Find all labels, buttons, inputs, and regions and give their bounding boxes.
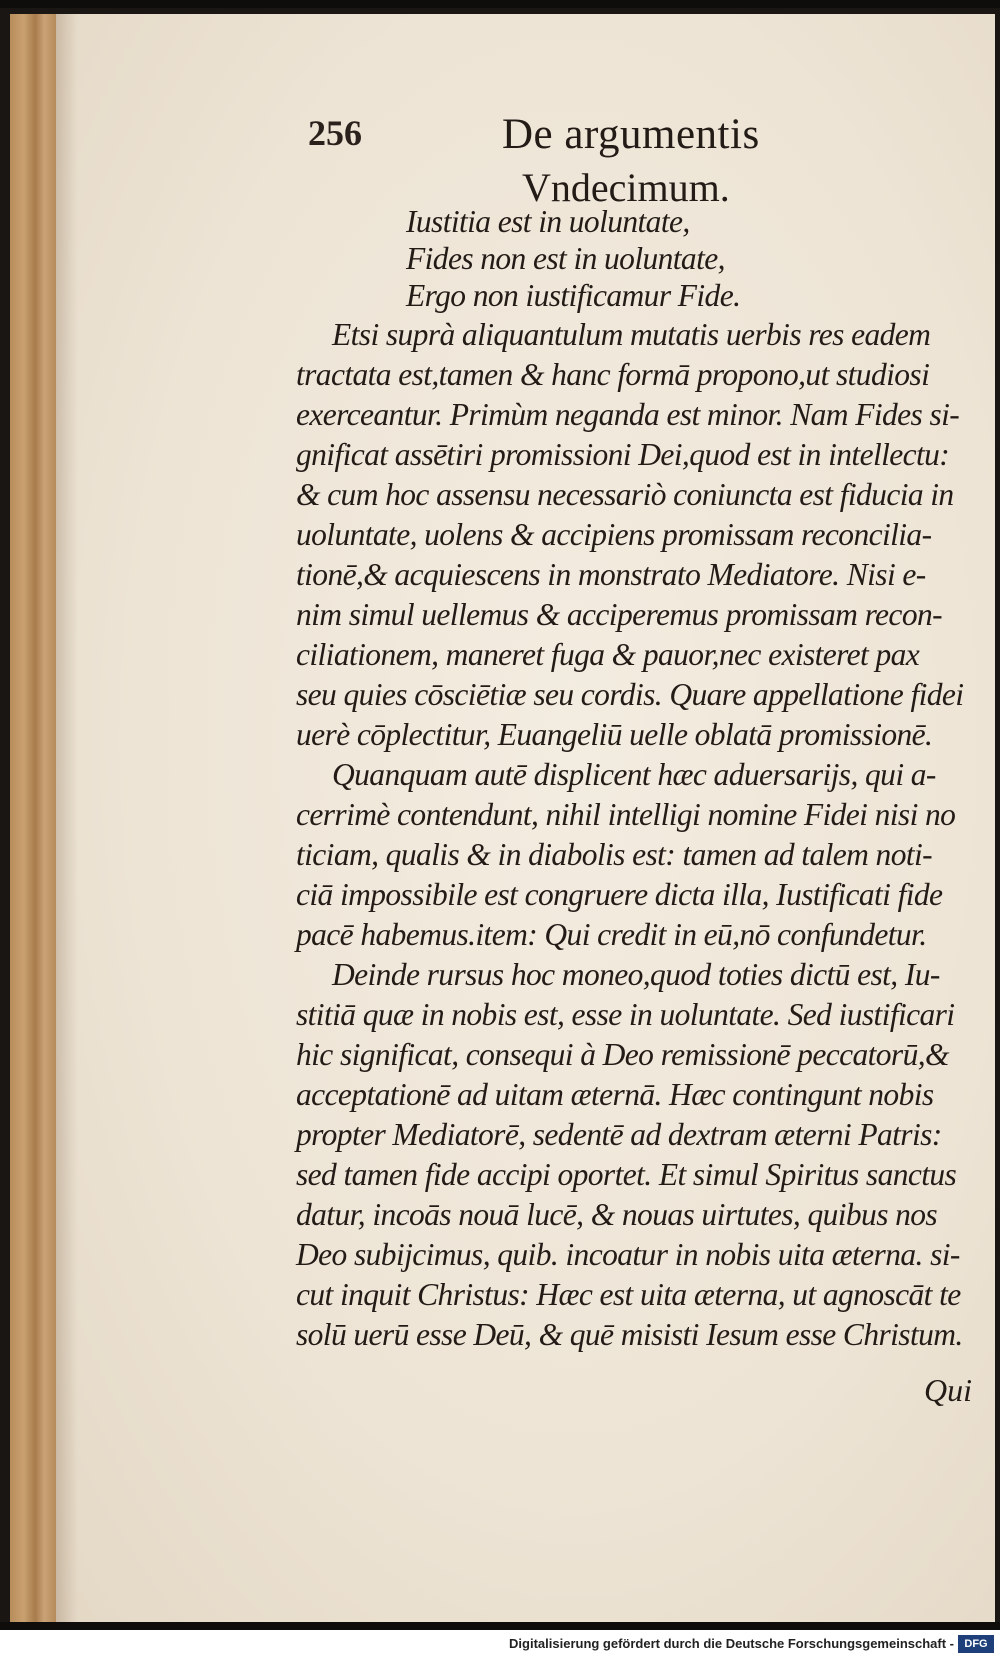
text-line: cerrimè contendunt, nihil intelligi nomine Fidei nisi no: [296, 797, 956, 832]
footer-bar: [0, 1630, 1000, 1660]
syllogism-line: Fides non est in uoluntate,: [406, 241, 725, 276]
catchword: Qui: [924, 1372, 972, 1408]
text-line: datur, incoās nouā lucē, & nouas uirtutes, quibus nos: [296, 1197, 938, 1232]
text-line: seu quies cōsciētiæ seu cordis. Quare appellatione fidei: [296, 677, 964, 712]
text-line: ticiam, qualis & in diabolis est: tamen ad talem noti-: [296, 837, 933, 872]
text-line: ciliationem, maneret fuga & pauor,nec existeret pax: [296, 637, 920, 672]
text-line: cut inquit Christus: Hæc est uita æterna, ut agnoscāt te: [296, 1277, 961, 1312]
funding-credit: Digitalisierung gefördert durch die Deutsche Forschungsgemeinschaft -: [509, 1636, 954, 1651]
text-line: ciā impossibile est congruere dicta illa, Iustificati fide: [296, 877, 943, 912]
text-line: acceptationē ad uitam æternā. Hæc contingunt nobis: [296, 1077, 934, 1112]
text-line: Deo subijcimus, quib. incoatur in nobis uita æterna. si-: [296, 1237, 960, 1272]
text-line: exerceantur. Primùm neganda est minor. Nam Fides si-: [296, 397, 960, 432]
text-line: tractata est,tamen & hanc formā propono,ut studiosi: [296, 357, 930, 392]
text-line: hic significat, consequi à Deo remissionē peccatorū,&: [296, 1037, 949, 1072]
book-page: [56, 14, 995, 1622]
text-line: tionē,& acquiescens in monstrato Mediatore. Nisi e-: [296, 557, 926, 592]
text-line: gnificat assētiri promissioni Dei,quod est in intellectu:: [296, 437, 950, 472]
syllogism-line: Ergo non iustificamur Fide.: [406, 278, 741, 313]
text-line: Quanquam autē displicent hæc aduersarijs, qui a-: [332, 757, 936, 792]
text-line: solū uerū esse Deū, & quē misisti Iesum esse Christum.: [296, 1317, 963, 1352]
text-line: propter Mediatorē, sedentē ad dextram æterni Patris:: [296, 1117, 942, 1152]
syllogism-line: Iustitia est in uoluntate,: [406, 204, 690, 239]
text-line: sed tamen fide accipi oportet. Et simul Spiritus sanctus: [296, 1157, 957, 1192]
text-line: & cum hoc assensu necessariò coniuncta est fiducia in: [296, 477, 954, 512]
running-header: De argumentis: [502, 111, 760, 158]
text-line: Etsi suprà aliquantulum mutatis uerbis res eadem: [332, 317, 931, 352]
text-line: stitiā quæ in nobis est, esse in uoluntate. Sed iustificari: [296, 997, 955, 1032]
page-number: 256: [308, 113, 362, 153]
section-heading: Vndecimum.: [522, 165, 730, 210]
text-line: Deinde rursus hoc moneo,quod toties dictū est, Iu-: [332, 957, 940, 992]
text-line: uerè cōplectitur, Euangeliū uelle oblatā promissionē.: [296, 717, 933, 752]
text-line: pacē habemus.item: Qui credit in eū,nō confundetur.: [296, 917, 927, 952]
book-edge: [10, 14, 58, 1622]
text-line: uoluntate, uolens & accipiens promissam reconcilia-: [296, 517, 932, 552]
body-text: [56, 14, 995, 1622]
text-line: nim simul uellemus & acciperemus promissam recon-: [296, 597, 943, 632]
dfg-logo: DFG: [958, 1635, 994, 1653]
